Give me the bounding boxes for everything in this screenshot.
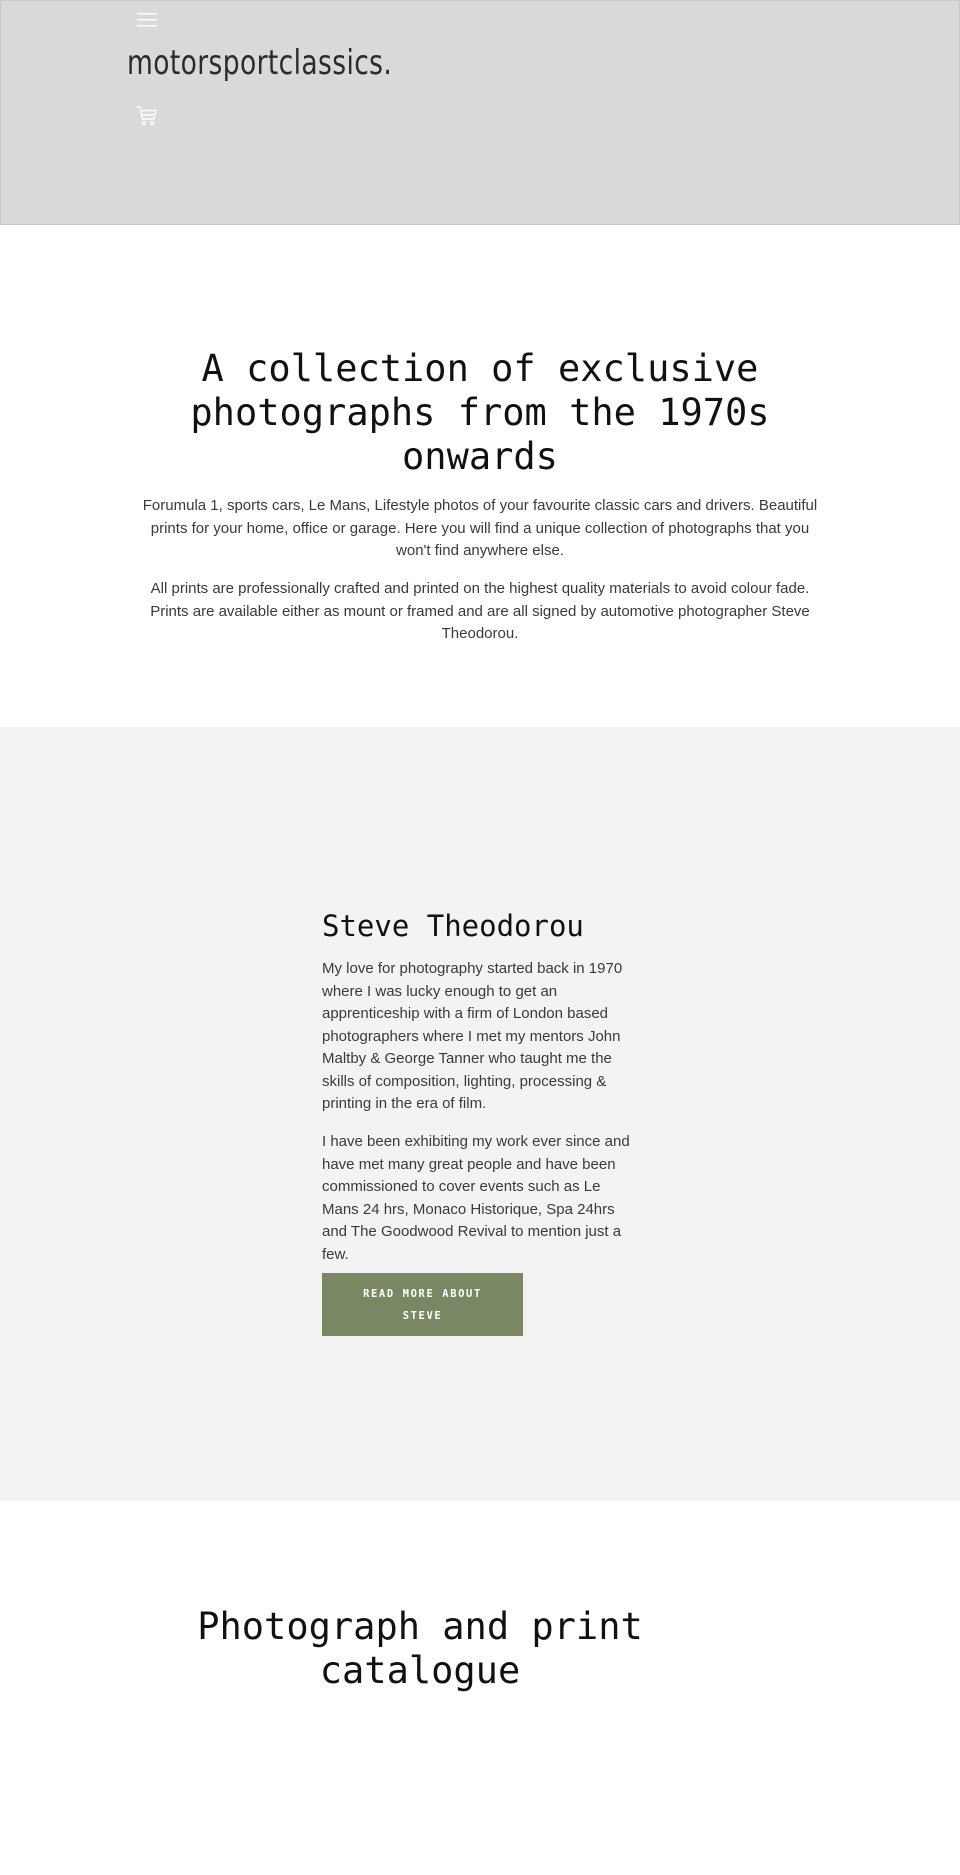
site-header — [0, 0, 960, 225]
catalogue-section — [0, 1501, 960, 1875]
intro-heading: A collection of exclusive photographs from the 1970s onwards — [190, 347, 770, 478]
intro-section — [0, 225, 960, 727]
about-paragraph: I have been exhibiting my work ever since and have met many great people and have been commissioned to cover events such as Le Mans 24 hrs, Monaco Historique, Spa 24hrs and The Goodwood Revival to mention just a few. — [322, 1133, 630, 1263]
read-more-button[interactable]: READ MORE ABOUT STEVE — [322, 1273, 523, 1336]
about-heading: Steve Theodorou — [322, 909, 584, 943]
hamburger-icon[interactable] — [137, 11, 157, 27]
catalogue-heading: Photograph and print catalogue — [197, 1605, 643, 1692]
cart-icon[interactable] — [136, 105, 158, 127]
about-section — [0, 727, 960, 1501]
intro-paragraph: Forumula 1, sports cars, Le Mans, Lifestyle photos of your favourite classic cars and drivers. Beautiful prints for your home, office or garage. Here you will find a unique collection of photographs that you won't find anywhere else. — [142, 497, 818, 559]
site-logo[interactable]: motorsportclassics. — [127, 43, 393, 83]
intro-paragraph: All prints are professionally crafted and printed on the highest quality materials to avoid colour fade. Prints are available either as mount or framed and are all signed by automotive photographer Steve Theodorou. — [150, 580, 810, 642]
about-paragraph: My love for photography started back in 1970 where I was lucky enough to get an apprenticeship with a firm of London based photographers where I met my mentors John Maltby & George Tanner who taught me the skills of composition, lighting, processing & printing in the era of film. — [322, 960, 623, 1112]
